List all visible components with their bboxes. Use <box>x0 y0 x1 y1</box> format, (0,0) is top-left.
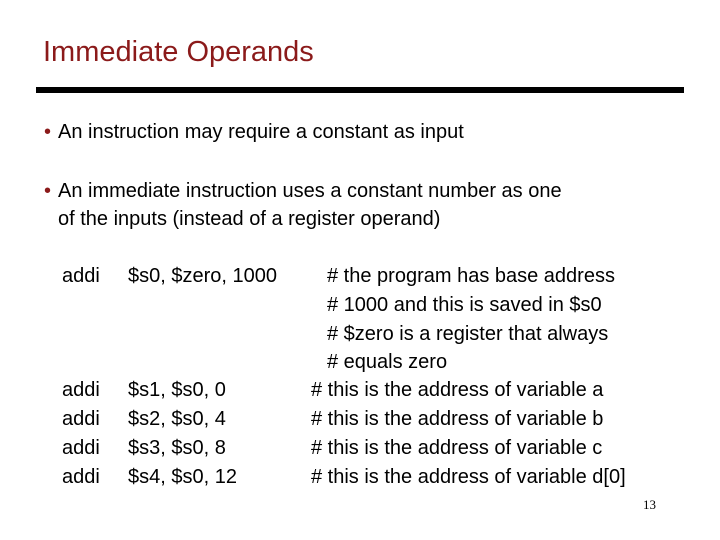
code-operands: $s2, $s0, 4 <box>128 408 226 430</box>
bullet-marker: • <box>44 121 52 143</box>
title-divider <box>36 87 684 93</box>
code-comment: # this is the address of variable c <box>311 437 603 459</box>
code-opcode: addi <box>62 379 100 401</box>
code-opcode: addi <box>62 466 100 488</box>
bullet-item <box>44 118 464 146</box>
code-opcode: addi <box>62 408 100 430</box>
code-comment: # the program has base address <box>327 265 615 287</box>
slide-title: Immediate Operands <box>43 36 314 68</box>
code-comment: # 1000 and this is saved in $s0 <box>327 294 602 316</box>
code-opcode: addi <box>62 437 100 459</box>
code-comment: # this is the address of variable b <box>311 408 604 430</box>
code-operands: $s0, $zero, 1000 <box>128 265 277 287</box>
bullet-text: An instruction may require a constant as input <box>58 121 464 143</box>
code-operands: $s4, $s0, 12 <box>128 466 237 488</box>
bullet-text-continued: of the inputs (instead of a register operand) <box>58 208 441 230</box>
bullet-text: An immediate instruction uses a constant number as one <box>58 180 562 202</box>
bullet-marker: • <box>44 180 52 202</box>
code-operands: $s1, $s0, 0 <box>128 379 226 401</box>
code-comment: # equals zero <box>327 351 448 373</box>
code-comment: # this is the address of variable a <box>311 379 604 401</box>
bullet-item <box>44 177 562 233</box>
code-comment: # $zero is a register that always <box>327 323 609 345</box>
page-number: 13 <box>643 497 656 512</box>
code-operands: $s3, $s0, 8 <box>128 437 226 459</box>
code-comment: # this is the address of variable d[0] <box>311 466 626 488</box>
code-opcode: addi <box>62 265 100 287</box>
